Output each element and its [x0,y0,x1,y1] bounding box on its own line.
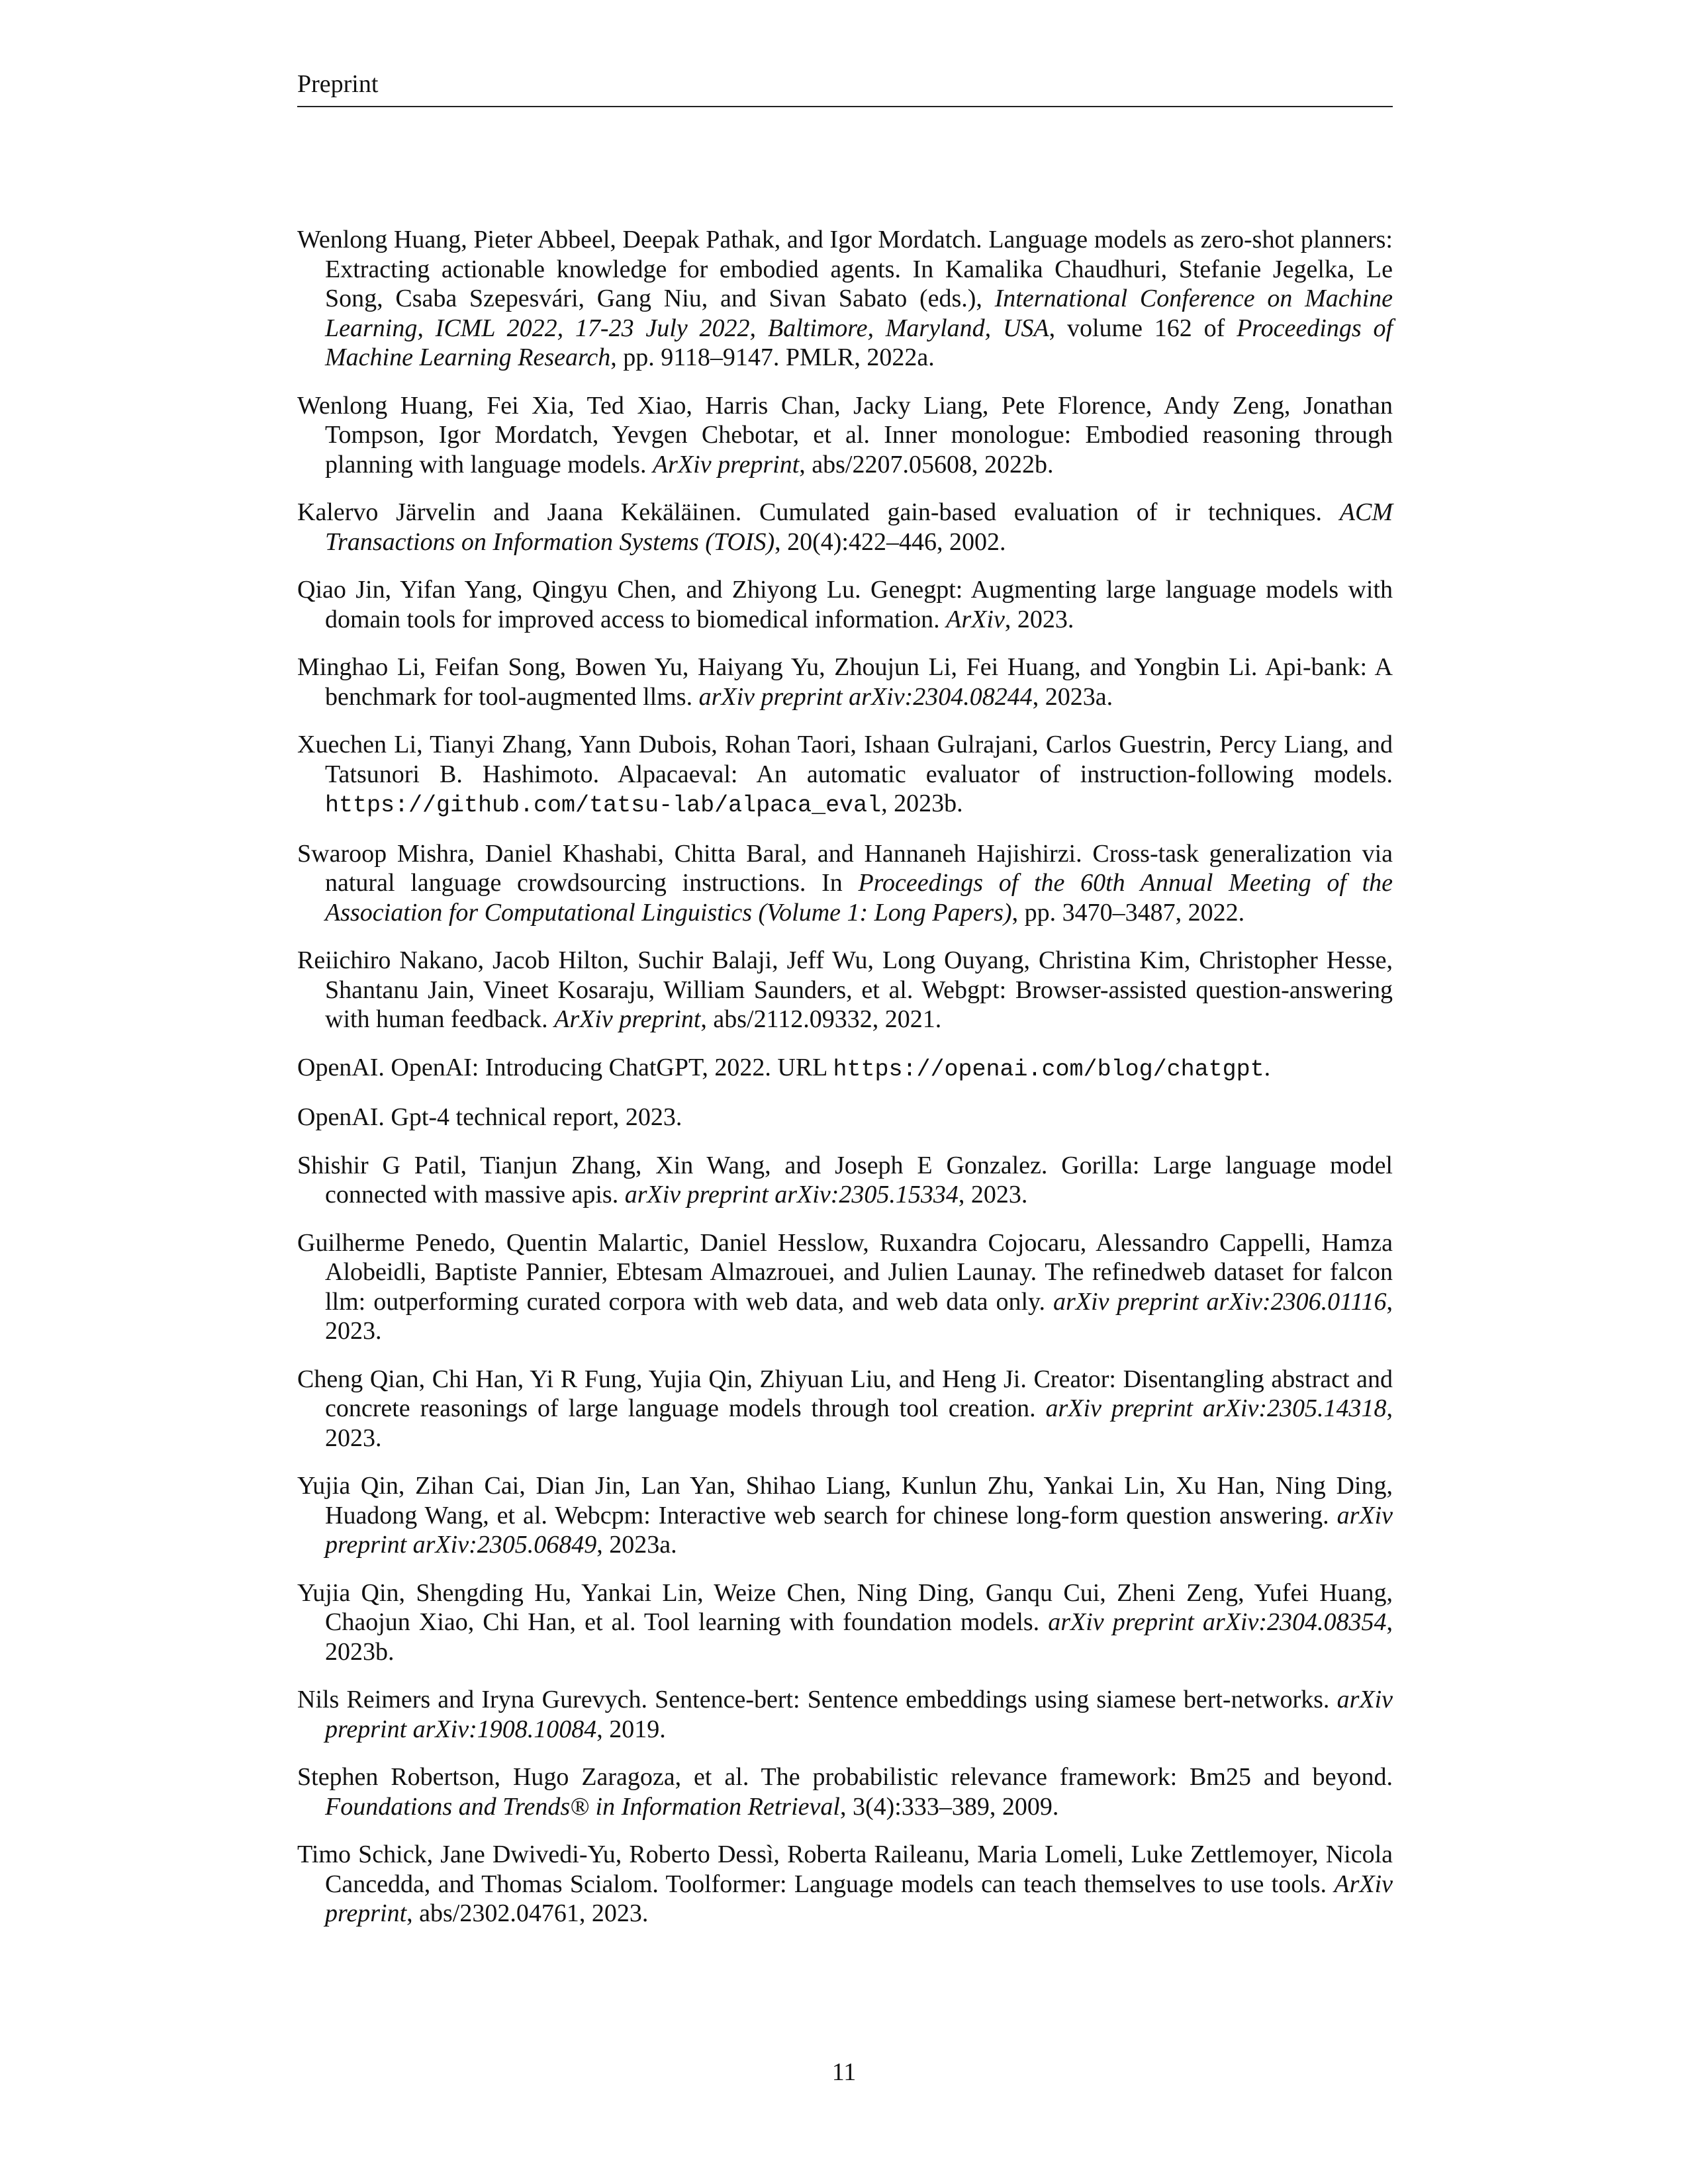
running-header [297,69,1393,107]
reference-venue: ArXiv preprint [652,450,800,478]
reference-text: , pp. 3470–3487, 2022. [1011,898,1245,927]
reference-venue: arXiv preprint arXiv:2304.08244 [698,682,1033,711]
reference-entry [297,1103,1393,1132]
reference-venue: ArXiv preprint [554,1005,701,1033]
header-label: Preprint [297,70,379,98]
reference-text: , 2023a. [1032,682,1113,711]
reference-entry [297,391,1393,480]
reference-text: Xuechen Li, Tianyi Zhang, Yann Dubois, Rohan Taori, Ishaan Gulrajani, Carlos Guestrin, Percy Liang, and Tatsunori B. Hashimoto. Alpacaeval: An automatic evaluator of instruction-following models. [297,731,1393,788]
reference-text: Nils Reimers and Iryna Gurevych. Sentence-bert: Sentence embeddings using siamese bert-networks. [297,1686,1337,1713]
reference-text: Yujia Qin, Shengding Hu, Yankai Lin, Weize Chen, Ning Ding, Ganqu Cui, Zheni Zeng, Yufei Huang, Chaojun Xiao, Chi Han, et al. Tool learning with foundation models. [297,1578,1393,1636]
reference-venue: arXiv preprint arXiv:2305.15334 [624,1181,959,1208]
reference-list [297,225,1393,1947]
reference-text: , 2019. [596,1715,666,1743]
reference-text: OpenAI. OpenAI: Introducing ChatGPT, 2022. URL [297,1053,833,1081]
reference-venue: International Conference on Machine Learning, ICML 2022, 17-23 July 2022, Baltimore, Maryland, USA [325,285,1393,342]
reference-text: Stephen Robertson, Hugo Zaragoza, et al. The probabilistic relevance framework: Bm25 and beyond. [297,1763,1393,1791]
reference-text: Minghao Li, Feifan Song, Bowen Yu, Haiyang Yu, Zhoujun Li, Fei Huang, and Yongbin Li. Api-bank: A benchmark for tool-augmented llms. [297,653,1393,711]
reference-text: Kalervo Järvelin and Jaana Kekäläinen. Cumulated gain-based evaluation of ir techniques. [297,498,1340,526]
reference-text: , 2023b. [325,1608,1393,1666]
reference-text: Timo Schick, Jane Dwivedi-Yu, Roberto Dessì, Roberta Raileanu, Maria Lomeli, Luke Zettlemoyer, Nicola Cancedda, and Thomas Scialom. Toolformer: Language models can teach themselves to use tools. [297,1841,1393,1898]
reference-text: , volume 162 of [1049,314,1237,342]
reference-venue: Foundations and Trends® in Information Retrieval [325,1792,840,1821]
reference-entry [297,498,1393,557]
reference-text: , abs/2302.04761, 2023. [406,1899,649,1927]
reference-text: Yujia Qin, Zihan Cai, Dian Jin, Lan Yan, Shihao Liang, Kunlun Zhu, Yankai Lin, Xu Han, Ning Ding, Huadong Wang, et al. Webcpm: Interactive web search for chinese long-form question answering. [297,1472,1393,1529]
reference-entry [297,1685,1393,1744]
page-number: 11 [831,2058,857,2086]
reference-text: Qiao Jin, Yifan Yang, Qingyu Chen, and Zhiyong Lu. Genegpt: Augmenting large language models with domain tools for improved access to biomedical information. [297,576,1393,633]
reference-text: , 2023. [325,1287,1393,1345]
reference-venue: ArXiv preprint [325,1870,1393,1927]
reference-text: , abs/2207.05608, 2022b. [799,450,1054,478]
reference-venue: ArXiv [946,605,1005,633]
reference-venue: arXiv preprint arXiv:2306.01116 [1053,1287,1387,1316]
reference-text: Swaroop Mishra, Daniel Khashabi, Chitta Baral, and Hannaneh Hajishirzi. Cross-task generalization via natural language crowdsourcing instructions. In [297,839,1393,897]
reference-text: Cheng Qian, Chi Han, Yi R Fung, Yujia Qin, Zhiyuan Liu, and Heng Ji. Creator: Disentangling abstract and concrete reasonings of large language models through tool creation. [297,1365,1393,1422]
reference-text: . [1264,1053,1271,1081]
reference-entry [297,730,1393,821]
reference-text: Guilherme Penedo, Quentin Malartic, Daniel Hesslow, Ruxandra Cojocaru, Alessandro Cappelli, Hamza Alobeidli, Baptiste Pannier, Ebtesam Almazrouei, and Julien Launay. The refinedweb dataset for falcon llm: outperforming curated corpora with web data, and web data only. [297,1228,1393,1316]
reference-text: , 2023. [1004,605,1074,633]
reference-url: https://github.com/tatsu-lab/alpaca_eval [325,792,882,819]
reference-entry [297,1840,1393,1929]
reference-venue: arXiv preprint arXiv:1908.10084 [325,1686,1393,1743]
reference-entry [297,839,1393,928]
reference-venue: ACM Transactions on Information Systems (TOIS) [325,498,1393,556]
reference-venue: arXiv preprint arXiv:2305.14318 [1045,1394,1387,1422]
reference-entry [297,1578,1393,1667]
reference-text: , 3(4):333–389, 2009. [839,1792,1059,1821]
reference-entry [297,1053,1393,1085]
reference-text: Reiichiro Nakano, Jacob Hilton, Suchir Balaji, Jeff Wu, Long Ouyang, Christina Kim, Christopher Hesse, Shantanu Jain, Vineet Kosaraju, William Saunders, et al. Webgpt: Browser-assisted question-answering with human feedback. [297,946,1393,1033]
reference-text: , 2023a. [596,1531,677,1559]
reference-venue: arXiv preprint arXiv:2304.08354 [1048,1608,1387,1636]
reference-url: https://openai.com/blog/chatgpt [833,1056,1264,1083]
reference-entry [297,946,1393,1034]
reference-entry [297,1228,1393,1346]
reference-entry [297,225,1393,373]
reference-text: , 2023. [325,1394,1393,1452]
reference-text: , abs/2112.09332, 2021. [700,1005,942,1033]
reference-text: , 20(4):422–446, 2002. [774,527,1006,556]
reference-venue: arXiv preprint arXiv:2305.06849 [325,1501,1393,1559]
reference-entry [297,575,1393,634]
reference-entry [297,653,1393,711]
reference-text: , 2023. [958,1181,1028,1208]
reference-text: Wenlong Huang, Fei Xia, Ted Xiao, Harris Chan, Jacky Liang, Pete Florence, Andy Zeng, Jonathan Tompson, Igor Mordatch, Yevgen Chebotar, et al. Inner monologue: Embodied reasoning through planning with language models. [297,391,1393,478]
reference-venue: Proceedings of the 60th Annual Meeting of the Association for Computational Linguistics (Volume 1: Long Papers) [325,869,1393,927]
reference-text: OpenAI. Gpt-4 technical report, 2023. [297,1103,682,1131]
reference-text: Wenlong Huang, Pieter Abbeel, Deepak Pathak, and Igor Mordatch. Language models as zero-shot planners: Extracting actionable knowledge for embodied agents. In Kamalika Chaudhuri, Stefanie Jegelka, Le Song, Csaba Szepesvári, Gang Niu, and Sivan Sabato (eds.), [297,226,1393,312]
reference-entry [297,1365,1393,1453]
reference-text: , pp. 9118–9147. PMLR, 2022a. [610,343,935,371]
reference-text: , 2023b. [881,790,963,817]
reference-venue: Proceedings of Machine Learning Research [325,314,1393,371]
reference-entry [297,1151,1393,1210]
reference-entry [297,1762,1393,1821]
reference-text: Shishir G Patil, Tianjun Zhang, Xin Wang, and Joseph E Gonzalez. Gorilla: Large language model connected with massive apis. [297,1151,1393,1208]
reference-entry [297,1471,1393,1560]
